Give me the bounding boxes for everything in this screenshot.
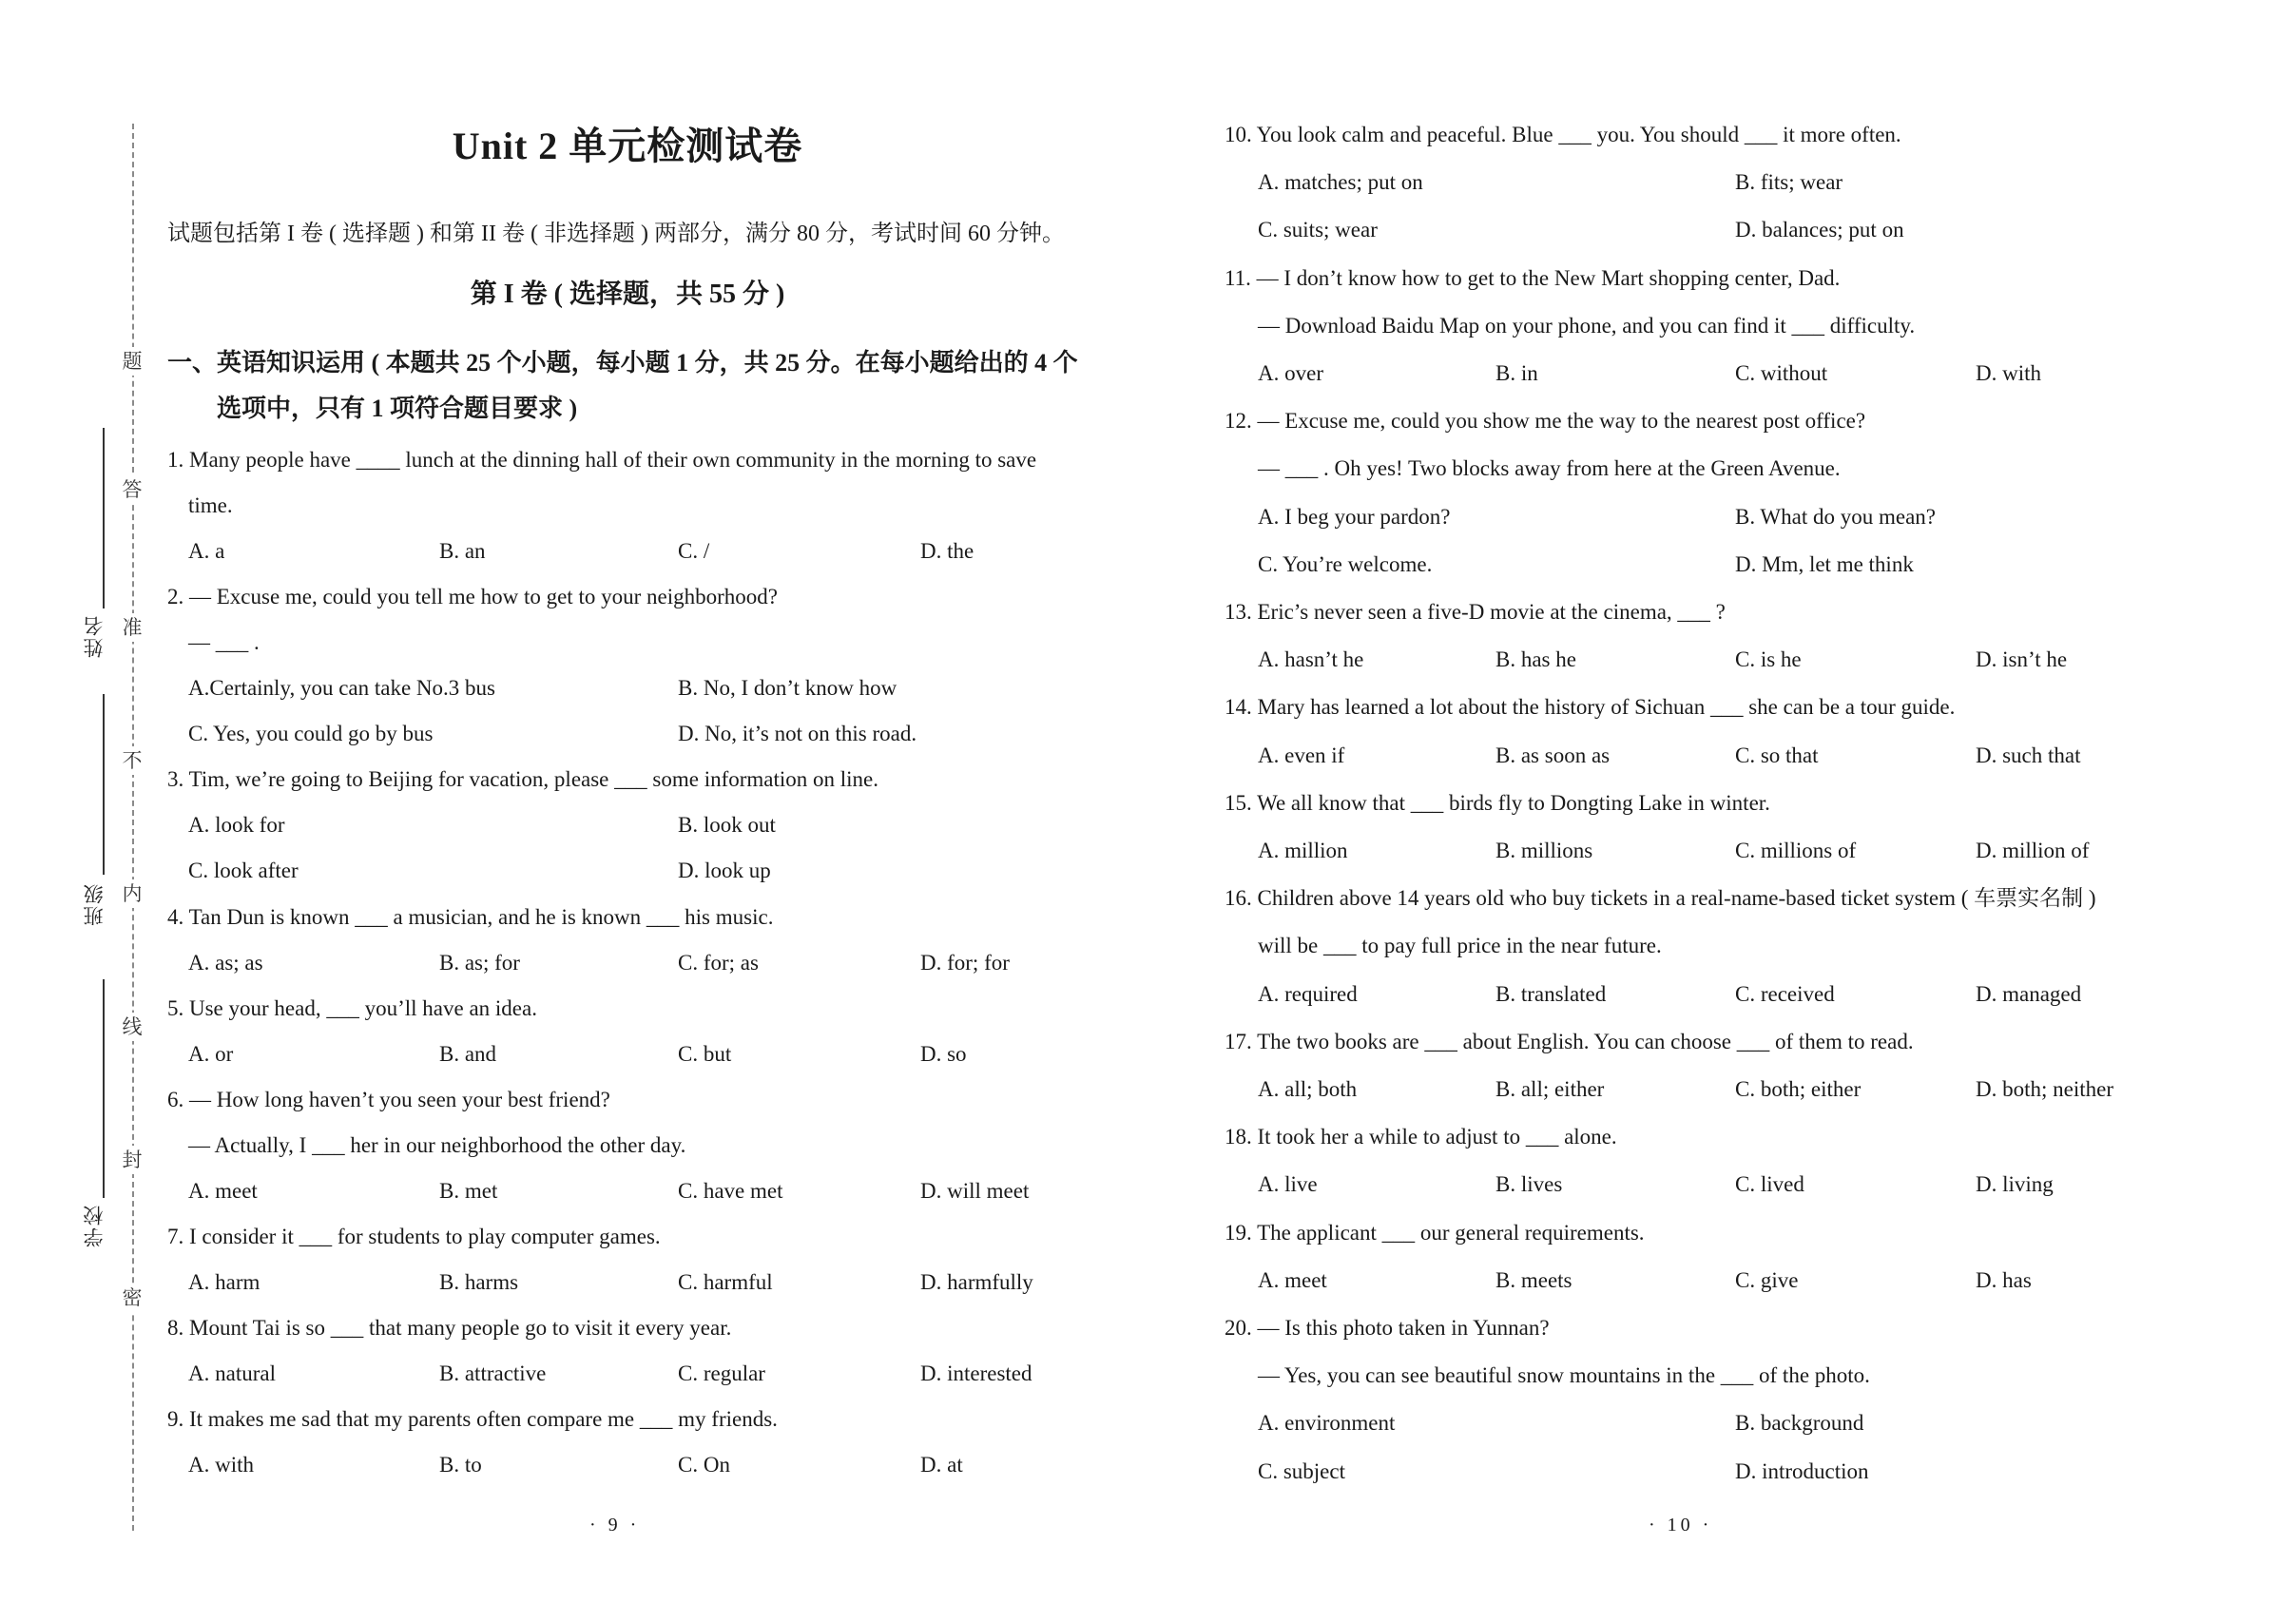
answer-option: D. No, it’s not on this road.: [678, 722, 917, 746]
answer-option: B. background: [1735, 1411, 1864, 1436]
answer-option: C. lived: [1735, 1172, 1804, 1197]
answer-option: A. live: [1258, 1172, 1318, 1197]
answer-option: C. harmful: [678, 1269, 773, 1294]
answer-option: A. meet: [188, 1178, 258, 1203]
answer-option: C. You’re welcome.: [1258, 551, 1433, 576]
answer-option: D. interested: [920, 1361, 1032, 1385]
question-stem: 4. Tan Dun is known ___ a musician, and he is known ___ his music.: [167, 904, 774, 929]
question-stem: 8. Mount Tai is so ___ that many people go to visit it every year.: [167, 1315, 732, 1340]
answer-option: B. meets: [1495, 1267, 1572, 1292]
question-stem: 6. — How long haven’t you seen your best friend?: [167, 1087, 610, 1111]
answer-option: D. at: [920, 1453, 963, 1477]
answer-option: D. will meet: [920, 1178, 1030, 1203]
question-stem: 11. — I don’t know how to get to the New Mart shopping center, Dad.: [1225, 265, 1841, 290]
answer-option: A. matches; put on: [1258, 170, 1423, 195]
answer-option: C. suits; wear: [1258, 218, 1378, 242]
answer-option: D. so: [920, 1041, 967, 1066]
answer-option: A. harm: [188, 1269, 260, 1294]
answer-option: C. but: [678, 1041, 732, 1066]
answer-option: B. millions: [1495, 839, 1593, 862]
answer-option: B. attractive: [439, 1361, 547, 1385]
answer-option: A. million: [1258, 839, 1348, 862]
answer-option: A. environment: [1258, 1411, 1396, 1436]
answer-option: D. introduction: [1735, 1458, 1869, 1483]
answer-option: A. look for: [188, 813, 285, 838]
question-stem: 13. Eric’s never seen a five-D movie at the cinema, ___ ?: [1225, 600, 1726, 624]
seal-char: 密: [118, 1284, 146, 1312]
answer-option: D. isn’t he: [1976, 647, 2068, 672]
answer-option: D. the: [920, 539, 974, 564]
answer-option: B. to: [439, 1453, 482, 1477]
seal-char: 准: [118, 613, 146, 642]
answer-option: B. look out: [678, 813, 776, 838]
answer-option: D. for; for: [920, 950, 1010, 975]
answer-option: D. living: [1976, 1172, 2054, 1197]
answer-option: C. have met: [678, 1178, 783, 1203]
answer-option: A. a: [188, 539, 225, 564]
answer-option: D. harmfully: [920, 1269, 1033, 1294]
answer-option: C. without: [1735, 361, 1828, 385]
part-heading-line2: 选项中，只有 1 项符合题目要求 ): [217, 395, 578, 422]
question-stem: 17. The two books are ___ about English. You can choose ___ of them to read.: [1225, 1029, 1914, 1053]
answer-option: A. required: [1258, 981, 1358, 1006]
answer-option: C. give: [1735, 1267, 1799, 1292]
question-stem: 12. — Excuse me, could you show me the way to the nearest post office?: [1225, 409, 1866, 434]
answer-option: B. as; for: [439, 950, 520, 975]
question-stem: 5. Use your head, ___ you’ll have an idea.: [167, 995, 537, 1020]
question-stem: 16. Children above 14 years old who buy tickets in a real-name-based ticket system ( 车票实名制 ): [1225, 886, 2096, 911]
field-blank-line[interactable]: [103, 979, 105, 1198]
question-stem: 14. Mary has learned a lot about the history of Sichuan ___ she can be a tour guide.: [1225, 695, 1956, 720]
answer-option: D. such that: [1976, 743, 2081, 767]
section-title: 第 I 卷 ( 选择题，共 55 分 ): [470, 280, 785, 309]
answer-option: D. with: [1976, 361, 2041, 385]
answer-option: A. natural: [188, 1361, 276, 1385]
answer-option: A. as; as: [188, 950, 263, 975]
answer-option: D. has: [1976, 1267, 2032, 1292]
seal-char: 题: [118, 347, 146, 376]
answer-option: D. both; neither: [1976, 1077, 2113, 1101]
question-stem: 3. Tim, we’re going to Beijing for vacation, please ___ some information on line.: [167, 767, 879, 792]
answer-option: A. meet: [1258, 1267, 1327, 1292]
answer-option: D. balances; put on: [1735, 218, 1904, 242]
answer-option: D. Mm, let me think: [1735, 551, 1914, 576]
question-stem: 2. — Excuse me, could you tell me how to get to your neighborhood?: [167, 585, 778, 609]
answer-option: B. has he: [1495, 647, 1576, 672]
question-stem: 18. It took her a while to adjust to ___ alone.: [1225, 1125, 1617, 1149]
question-stem-continued: — Yes, you can see beautiful snow mountains in the ___ of the photo.: [1258, 1363, 1870, 1388]
answer-option: C. is he: [1735, 647, 1802, 672]
seal-char: 不: [118, 746, 146, 775]
answer-option: B. as soon as: [1495, 743, 1611, 767]
answer-option: A. over: [1258, 361, 1323, 385]
seal-char: 封: [118, 1146, 146, 1174]
answer-option: C. subject: [1258, 1458, 1345, 1483]
answer-option: C. On: [678, 1453, 730, 1477]
answer-option: C. both; either: [1735, 1077, 1862, 1101]
answer-option: B. No, I don’t know how: [678, 676, 897, 701]
question-stem-continued: — ___ .: [188, 630, 260, 655]
answer-option: A. or: [188, 1041, 234, 1066]
question-stem: 19. The applicant ___ our general requirements.: [1225, 1220, 1645, 1245]
answer-option: C. received: [1735, 981, 1835, 1006]
answer-option: C. so that: [1735, 743, 1819, 767]
answer-option: A. even if: [1258, 743, 1345, 767]
answer-option: C. for; as: [678, 950, 759, 975]
answer-option: B. all; either: [1495, 1077, 1605, 1101]
question-stem: 15. We all know that ___ birds fly to Dongting Lake in winter.: [1225, 790, 1770, 815]
part-heading-line1: 一、英语知识运用 ( 本题共 25 个小题，每小题 1 分，共 25 分。在每小题给出的 4 个: [167, 349, 1078, 377]
question-stem-continued: time.: [188, 493, 233, 518]
field-label: 学校: [83, 1204, 106, 1247]
field-label: 姓名: [83, 614, 106, 658]
question-stem: 1. Many people have ____ lunch at the dinning hall of their own community in the morning to save: [167, 448, 1037, 472]
question-stem-continued: — Download Baidu Map on your phone, and you can find it ___ difficulty.: [1258, 313, 1916, 338]
answer-option: B. an: [439, 539, 486, 564]
field-blank-line[interactable]: [103, 694, 105, 875]
question-stem: 20. — Is this photo taken in Yunnan?: [1225, 1316, 1550, 1340]
answer-option: D. million of: [1976, 839, 2090, 862]
seal-char: 内: [118, 879, 146, 908]
answer-option: C. regular: [678, 1361, 765, 1385]
answer-option: D. look up: [678, 859, 771, 883]
answer-option: D. managed: [1976, 981, 2082, 1006]
answer-option: B. fits; wear: [1735, 170, 1843, 195]
binding-dashed-line: [132, 124, 134, 1531]
answer-option: C. millions of: [1735, 839, 1857, 862]
field-blank-line[interactable]: [103, 428, 105, 608]
answer-option: A. all; both: [1258, 1077, 1358, 1101]
answer-option: A. with: [188, 1453, 254, 1477]
answer-option: B. met: [439, 1178, 498, 1203]
question-stem: 7. I consider it ___ for students to play computer games.: [167, 1224, 661, 1248]
answer-option: B. and: [439, 1041, 497, 1066]
exam-title: Unit 2 单元检测试卷: [452, 125, 803, 167]
page-number-left: · 9 ·: [589, 1515, 641, 1535]
answer-option: A.Certainly, you can take No.3 bus: [188, 676, 495, 701]
answer-option: B. harms: [439, 1269, 519, 1294]
question-stem: 9. It makes me sad that my parents often compare me ___ my friends.: [167, 1407, 778, 1432]
answer-option: B. What do you mean?: [1735, 504, 1936, 529]
question-stem-continued: will be ___ to pay full price in the near future.: [1258, 934, 1662, 958]
exam-intro: 试题包括第 I 卷 ( 选择题 ) 和第 II 卷 ( 非选择题 ) 两部分，满分 80 分，考试时间 60 分钟。: [167, 222, 1065, 246]
question-stem-continued: — Actually, I ___ her in our neighborhood the other day.: [188, 1132, 686, 1157]
page-right: [1148, 0, 2296, 1622]
answer-option: B. translated: [1495, 981, 1607, 1006]
page-number-right: · 10 ·: [1649, 1515, 1713, 1535]
question-stem-continued: — ___ . Oh yes! Two blocks away from here at the Green Avenue.: [1258, 456, 1841, 481]
answer-option: A. hasn’t he: [1258, 647, 1364, 672]
answer-option: C. look after: [188, 859, 299, 883]
question-stem: 10. You look calm and peaceful. Blue ___ you. You should ___ it more often.: [1225, 123, 1901, 146]
seal-char: 答: [118, 475, 146, 504]
field-label: 班级: [83, 882, 106, 926]
answer-option: B. in: [1495, 361, 1538, 385]
part-heading: [167, 340, 1099, 432]
answer-option: A. I beg your pardon?: [1258, 504, 1451, 529]
seal-char: 线: [118, 1013, 146, 1041]
answer-option: C. Yes, you could go by bus: [188, 722, 434, 746]
answer-option: B. lives: [1495, 1172, 1563, 1197]
answer-option: C. /: [678, 539, 710, 564]
